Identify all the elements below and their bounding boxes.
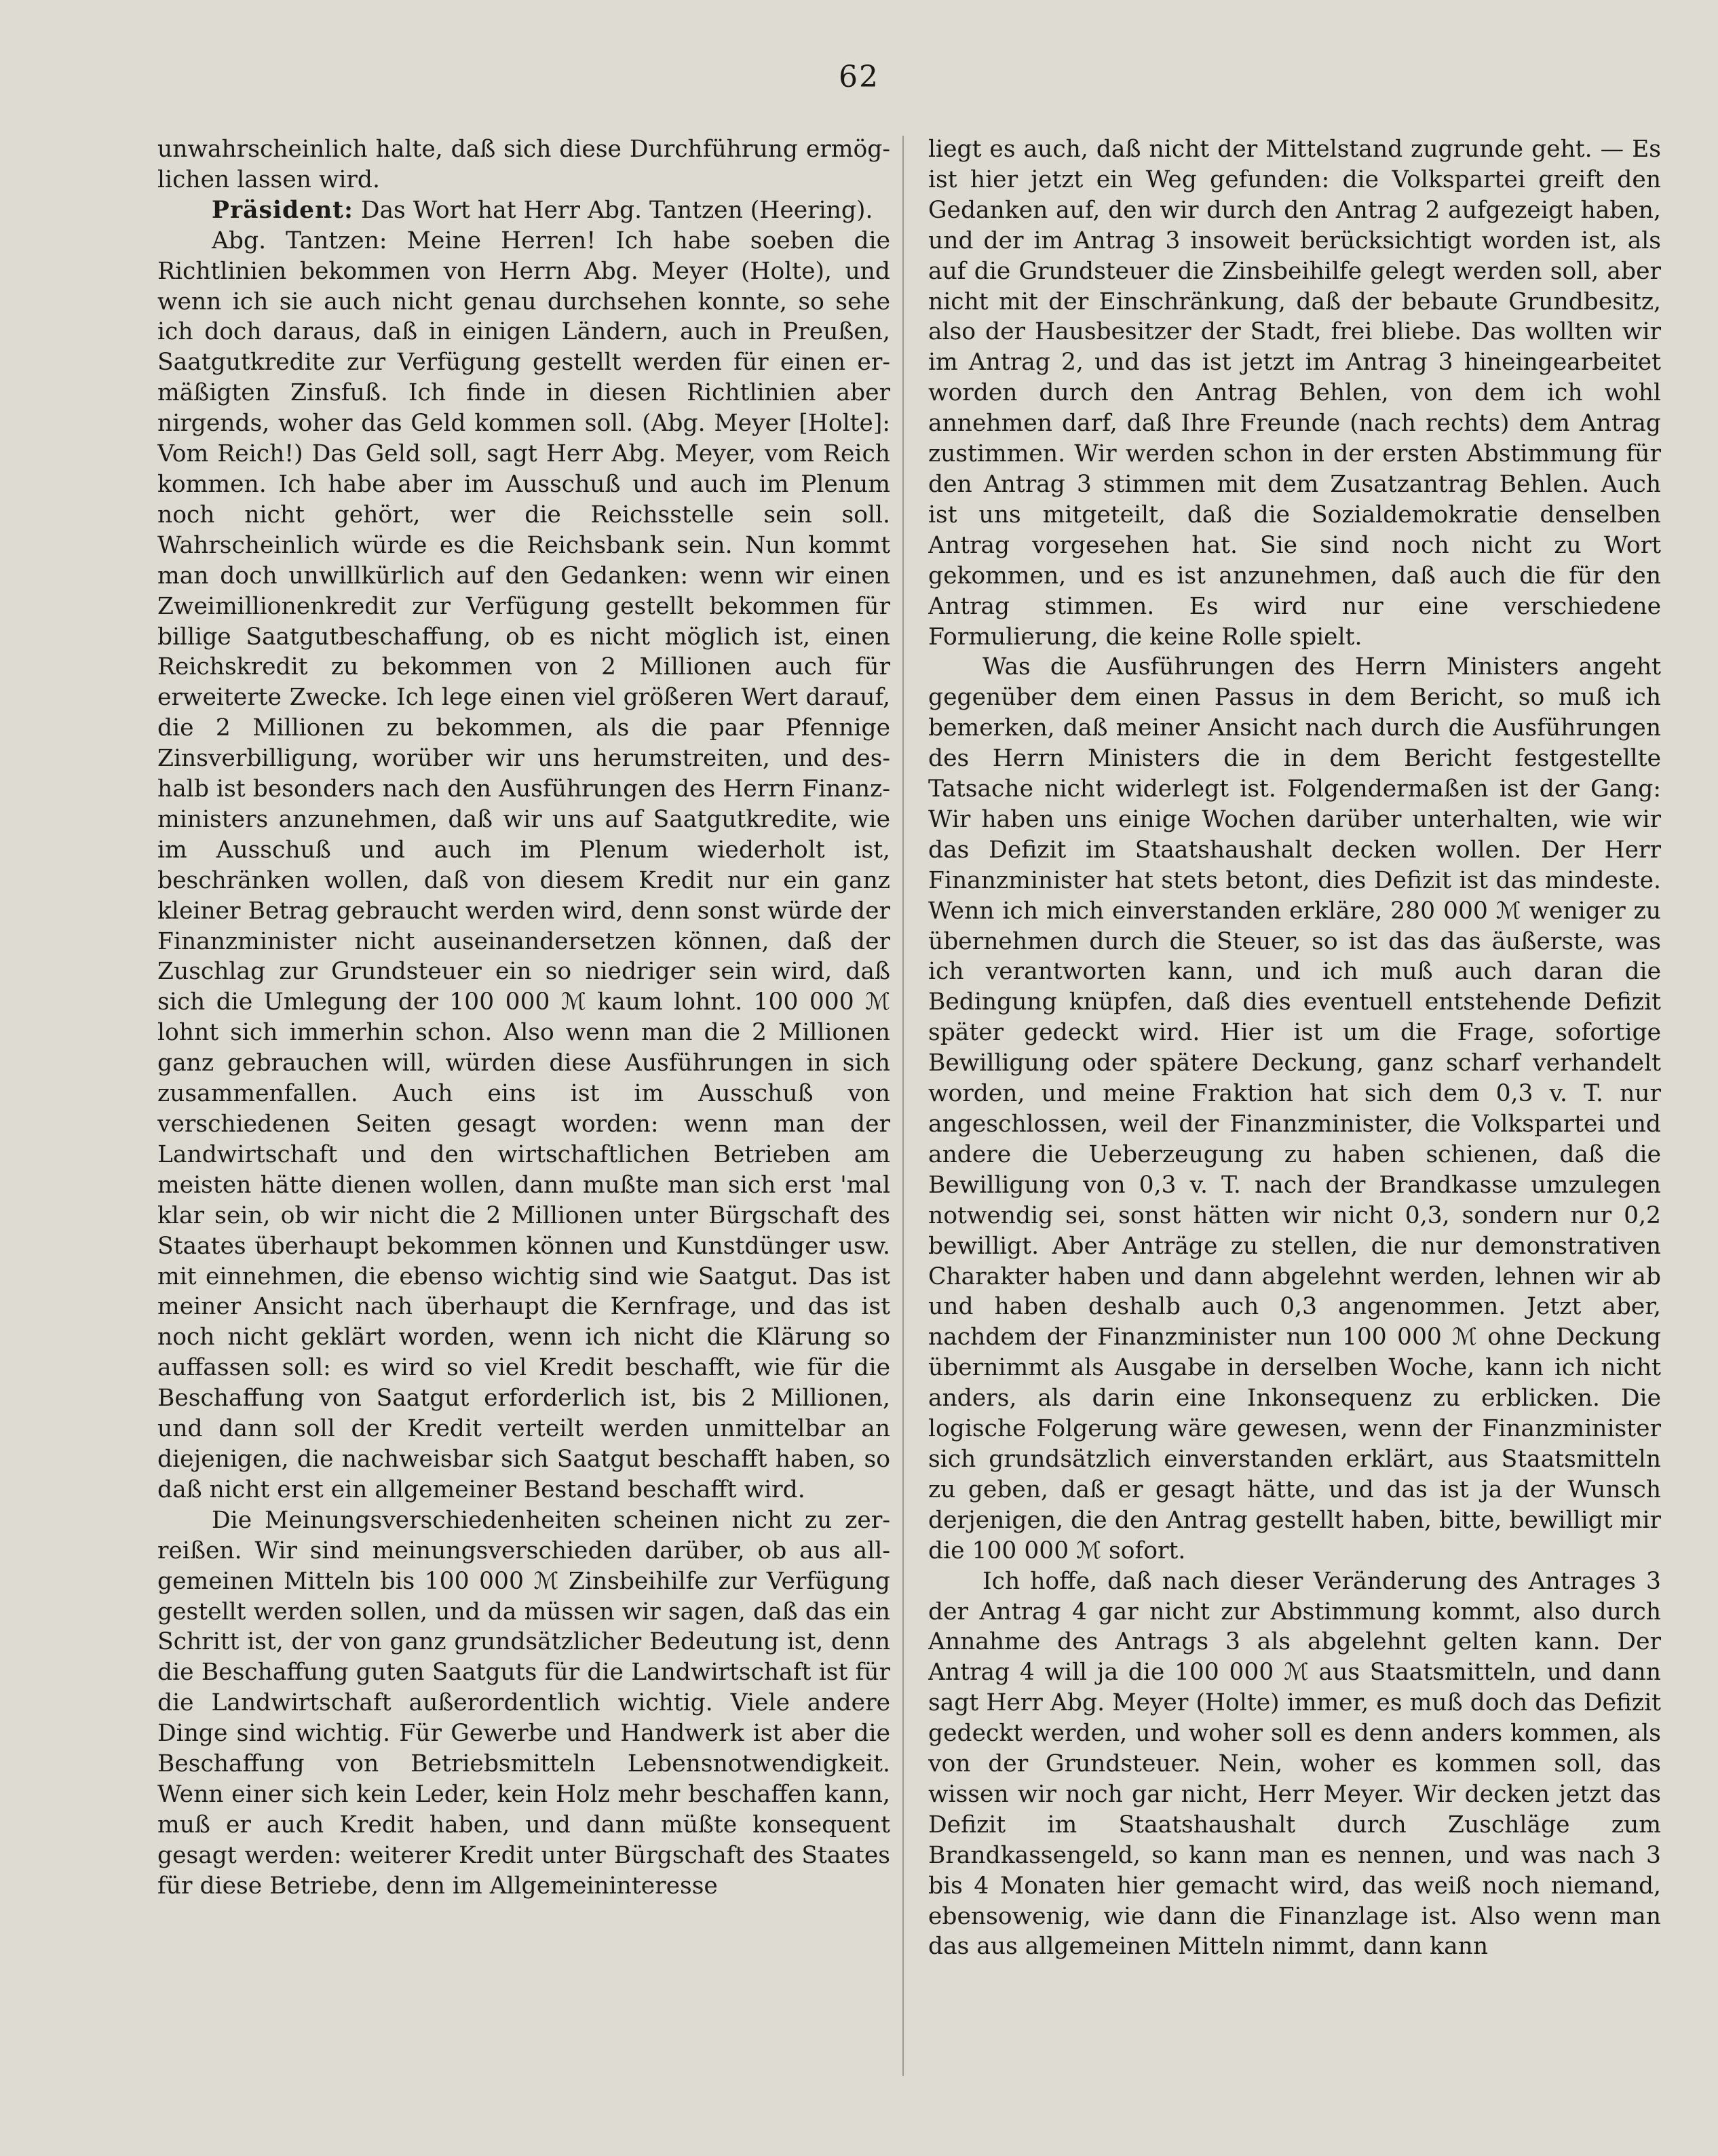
paragraph: Die Meinungsverschiedenheiten scheinen nicht zu zerreißen. Wir sind meinungsverschieden darüber, ob aus allgemeinen Mitteln bis 100 000 ℳ Zinsbeihilfe zur Verfügung gestellt werden sollen, und da müssen wir sagen, daß das ein Schritt ist, der von ganz grundsätzlicher Bedeutung ist, denn die Beschaffung guten Saatguts für die Landwirtschaft ist für die Landwirtschaft außerordentlich wichtig. Viele andere Dinge sind wichtig. Für Gewerbe und Handwerk ist aber die Beschaffung von Betriebsmitteln Lebensnotwendigkeit. Wenn einer sich kein Leder, kein Holz mehr beschaffen kann, muß er auch Kredit haben, und dann müßte konsequent gesagt werden: weiterer Kredit unter Bürgschaft des Staates für diese Betriebe, denn im Allgemeininteresse	[157, 1506, 890, 1900]
right-column	[928, 134, 1661, 2102]
paragraph-president	[157, 195, 890, 226]
paragraph: Abg. Tantzen: Meine Herren! Ich habe soeben die Richtlinien bekommen von Herrn Abg. Meyer (Holte), und wenn ich sie auch nicht genau durchsehen konnte, so sehe ich doch daraus, daß in einigen Ländern, auch in Preußen, Saatgutkredite zur Verfügung gestellt werden für einen ermäßigten Zinsfuß. Ich finde in diesen Richtlinien aber nirgends, woher das Geld kommen soll. (Abg. Meyer [Holte]: Vom Reich!) Das Geld soll, sagt Herr Abg. Meyer, vom Reich kommen. Ich habe aber im Ausschuß und auch im Plenum noch nicht gehört, wer die Reichsstelle sein soll. Wahrscheinlich würde es die Reichsbank sein. Nun kommt man doch unwillkürlich auf den Gedanken: wenn wir einen Zweimillionenkredit zur Verfügung gestellt bekommen für billige Saatgutbeschaffung, ob es nicht möglich ist, einen Reichskredit zu bekommen von 2 Millionen auch für erweiterte Zwecke. Ich lege einen viel größeren Wert darauf, die 2 Millionen zu bekommen, als die paar Pfennige Zinsverbilligung, worüber wir uns herumstreiten, und deshalb ist besonders nach den Ausführungen des Herrn Finanzministers anzunehmen, daß wir uns auf Saatgutkredite, wie im Ausschuß und auch im Plenum wiederholt ist, beschränken wollen, daß von diesem Kredit nur ein ganz kleiner Betrag gebraucht werden wird, denn sonst würde der Finanzminister nicht auseinandersetzen können, daß der Zuschlag zur Grundsteuer ein so niedriger sein wird, daß sich die Umlegung der 100 000 ℳ kaum lohnt. 100 000 ℳ lohnt sich immerhin schon. Also wenn man die 2 Millionen ganz gebrauchen will, würden diese Ausführungen in sich zusammenfallen. Auch eins ist im Ausschuß von verschiedenen Seiten gesagt worden: wenn man der Landwirtschaft und den wirtschaftlichen Betrieben am meisten hätte dienen wollen, dann mußte man sich erst 'mal klar sein, ob wir nicht die 2 Millionen unter Bürgschaft des Staates überhaupt bekommen können und Kunstdünger usw. mit einnehmen, die ebenso wichtig sind wie Saatgut. Das ist meiner Ansicht nach überhaupt die Kernfrage, und das ist noch nicht geklärt worden, wenn ich nicht die Klärung so auffassen soll: es wird so viel Kredit beschafft, wie für die Beschaffung von Saatgut erforderlich ist, bis 2 Millionen, und dann soll der Kredit verteilt werden unmittelbar an diejenigen, die nachweisbar sich Saatgut beschafft haben, so daß nicht erst ein allgemeiner Bestand beschafft wird.	[157, 227, 890, 1503]
paragraph-text: Das Wort hat Herr Abg. Tantzen (Heering).	[360, 196, 873, 224]
left-column	[157, 134, 890, 2102]
column-divider	[902, 136, 904, 2076]
paragraph: Was die Ausführungen des Herrn Ministers angeht gegenüber dem einen Passus in dem Bericht, so muß ich bemerken, daß meiner Ansicht nach durch die Ausführungen des Herrn Ministers die in dem Bericht festgestellte Tatsache nicht widerlegt ist. Folgendermaßen ist der Gang: Wir haben uns einige Wochen darüber unterhalten, wie wir das Defizit im Staatshaushalt decken wollen. Der Herr Finanzminister hat stets betont, dies Defizit ist das mindeste. Wenn ich mich einverstanden erkläre, 280 000 ℳ weniger zu übernehmen durch die Steuer, so ist das das äußerste, was ich verantworten kann, und ich muß auch daran die Bedingung knüpfen, daß dies eventuell entstehende Defizit später gedeckt wird. Hier ist um die Frage, sofortige Bewilligung oder spätere Deckung, ganz scharf verhandelt worden, und meine Fraktion hat sich dem 0,3 v. T. nur angeschlossen, weil der Finanzminister, die Volkspartei und andere die Ueberzeugung zu haben schienen, daß die Bewilligung von 0,3 v. T. nach der Brandkasse umzulegen notwendig sei, sonst hätten wir nicht 0,3, sondern nur 0,2 bewilligt. Aber Anträge zu stellen, die nur demonstrativen Charakter haben und dann abgelehnt werden, lehnen wir ab und haben deshalb auch 0,3 angenommen. Jetzt aber, nachdem der Finanzminister nun 100 000 ℳ ohne Deckung übernimmt als Ausgabe in derselben Woche, kann ich nicht anders, als darin eine Inkonsequenz zu erblicken. Die logische Folgerung wäre gewesen, wenn der Finanzminister sich grundsätzlich einverstanden erklärt, aus Staatsmitteln zu geben, daß er gesagt hätte, und das ist ja der Wunsch derjenigen, die den Antrag gestellt haben, bitte, bewilligt mir die 100 000 ℳ sofort.	[928, 653, 1661, 1564]
paragraph: unwahrscheinlich halte, daß sich diese Durchführung ermöglichen lassen wird.	[157, 136, 890, 193]
page-number: 62	[839, 60, 879, 94]
paragraph: Ich hoffe, daß nach dieser Veränderung des Antrages 3 der Antrag 4 gar nicht zur Abstimmung kommt, also durch Annahme des Antrags 3 als abgelehnt gelten kann. Der Antrag 4 will ja die 100 000 ℳ aus Staatsmitteln, und dann sagt Herr Abg. Meyer (Holte) immer, es muß doch das Defizit gedeckt werden, und woher soll es denn anders kommen, als von der Grundsteuer. Nein, woher es kommen soll, das wissen wir noch gar nicht, Herr Meyer. Wir decken jetzt das Defizit im Staatshaushalt durch Zuschläge zum Brandkassengeld, so kann man es nennen, und was nach 3 bis 4 Monaten hier gemacht wird, das weiß noch niemand, ebensowenig, wie dann die Finanzlage ist. Also wenn man das aus allgemeinen Mitteln nimmt, dann kann	[928, 1567, 1661, 1961]
paragraph: liegt es auch, daß nicht der Mittelstand zugrunde geht. — Es ist hier jetzt ein Weg gefunden: die Volkspartei greift den Gedanken auf, den wir durch den Antrag 2 aufgezeigt haben, und der im Antrag 3 insoweit berücksichtigt worden ist, als auf die Grundsteuer die Zinsbeihilfe gelegt werden soll, aber nicht mit der Einschränkung, daß der bebaute Grundbesitz, also der Hausbesitzer der Stadt, frei bliebe. Das wollten wir im Antrag 2, und das ist jetzt im Antrag 3 hineingearbeitet worden durch den Antrag Behlen, von dem ich wohl annehmen darf, daß Ihre Freunde (nach rechts) dem Antrag zustimmen. Wir werden schon in der ersten Abstimmung für den Antrag 3 stimmen mit dem Zusatzantrag Behlen. Auch ist uns mitgeteilt, daß die Sozialdemokratie denselben Antrag vorgesehen hat. Sie sind noch nicht zu Wort gekommen, und es ist anzunehmen, daß auch die für den Antrag stimmen. Es wird nur eine verschiedene Formulierung, die keine Rolle spielt.	[928, 136, 1661, 651]
speaker-label: Präsident:	[212, 196, 354, 224]
